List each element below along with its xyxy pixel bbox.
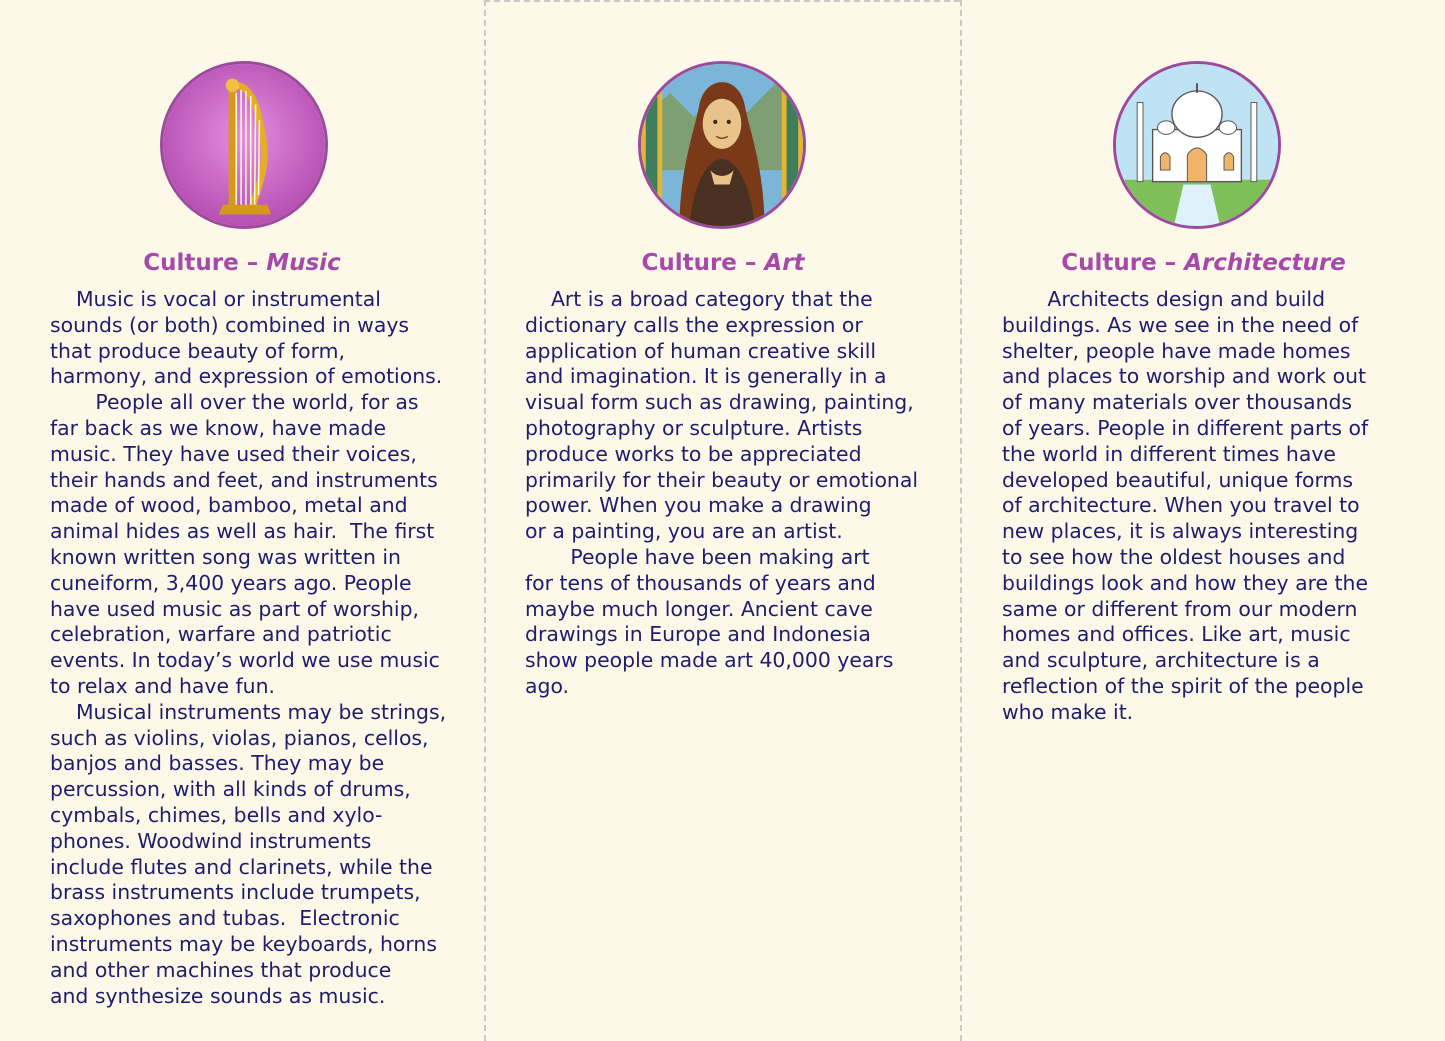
art-body-text: Art is a broad category that the dictionary calls the expression or application of human creative skill and imagination. It is generally in a visual form such as drawing, painting, photography or sculpture. Artists produce works to be appreciated primarily for their beauty or emotional power. When you make a drawing or a painting, you are an artist. People have been making art for tens of thousands of years and maybe much longer. Ancient cave drawings in Europe and Indonesia show people made art 40,000 years ago. bbox=[525, 287, 919, 698]
architecture-title-prefix: Culture – bbox=[1061, 250, 1185, 276]
architecture-title-subject: Architecture bbox=[1184, 250, 1346, 276]
music-title-prefix: Culture – bbox=[143, 250, 267, 276]
music-title-subject: Music bbox=[266, 250, 341, 276]
art-title-subject: Art bbox=[764, 250, 805, 276]
architecture-body-text: Architects design and build buildings. As we see in the need of shelter, people have made homes and places to worship and work out of many materials over thousands of years. People in different parts of the world in different times have developed beautiful, unique forms of architecture. When you travel to new places, it is always interesting to see how the oldest houses and buildings look and how they are the same or different from our modern homes and offices. Like art, music and sculpture, architecture is a reflection of the spirit of the people who make it. bbox=[1002, 287, 1369, 724]
music-body-text: Music is vocal or instrumental sounds (or both) combined in ways that produce beauty of form, harmony, and expression of emotions. People all over the world, for as far back as we know, have made music. They have used their voices, their hands and feet, and instruments made of wood, bamboo, metal and animal hides as well as hair. The first known written song was written in cuneiform, 3,400 years ago. People have used music as part of worship, celebration, warfare and patriotic events. In today’s world we use music to relax and have fun. Musical instruments may be strings, such as violins, violas, pianos, cellos, banjos and basses. They may be percussion, with all kinds of drums, cymbals, chimes, bells and xylo- phones. Woodwind instruments include flutes and clarinets, while the brass instruments include trumpets, saxophones and tubas. Electronic instruments may be keyboards, horns and other machines that produce and synthesize sounds as music. bbox=[50, 287, 447, 1008]
art-title-prefix: Culture – bbox=[641, 250, 765, 276]
art-title bbox=[486, 250, 960, 276]
architecture-title bbox=[962, 250, 1445, 276]
architecture-panel bbox=[962, 0, 1445, 1041]
taj-mahal-icon bbox=[1113, 61, 1281, 229]
harp-icon bbox=[160, 61, 328, 229]
music-title bbox=[0, 250, 484, 276]
mona-lisa-icon bbox=[638, 61, 806, 229]
art-panel bbox=[486, 0, 960, 1041]
music-panel bbox=[0, 0, 484, 1041]
